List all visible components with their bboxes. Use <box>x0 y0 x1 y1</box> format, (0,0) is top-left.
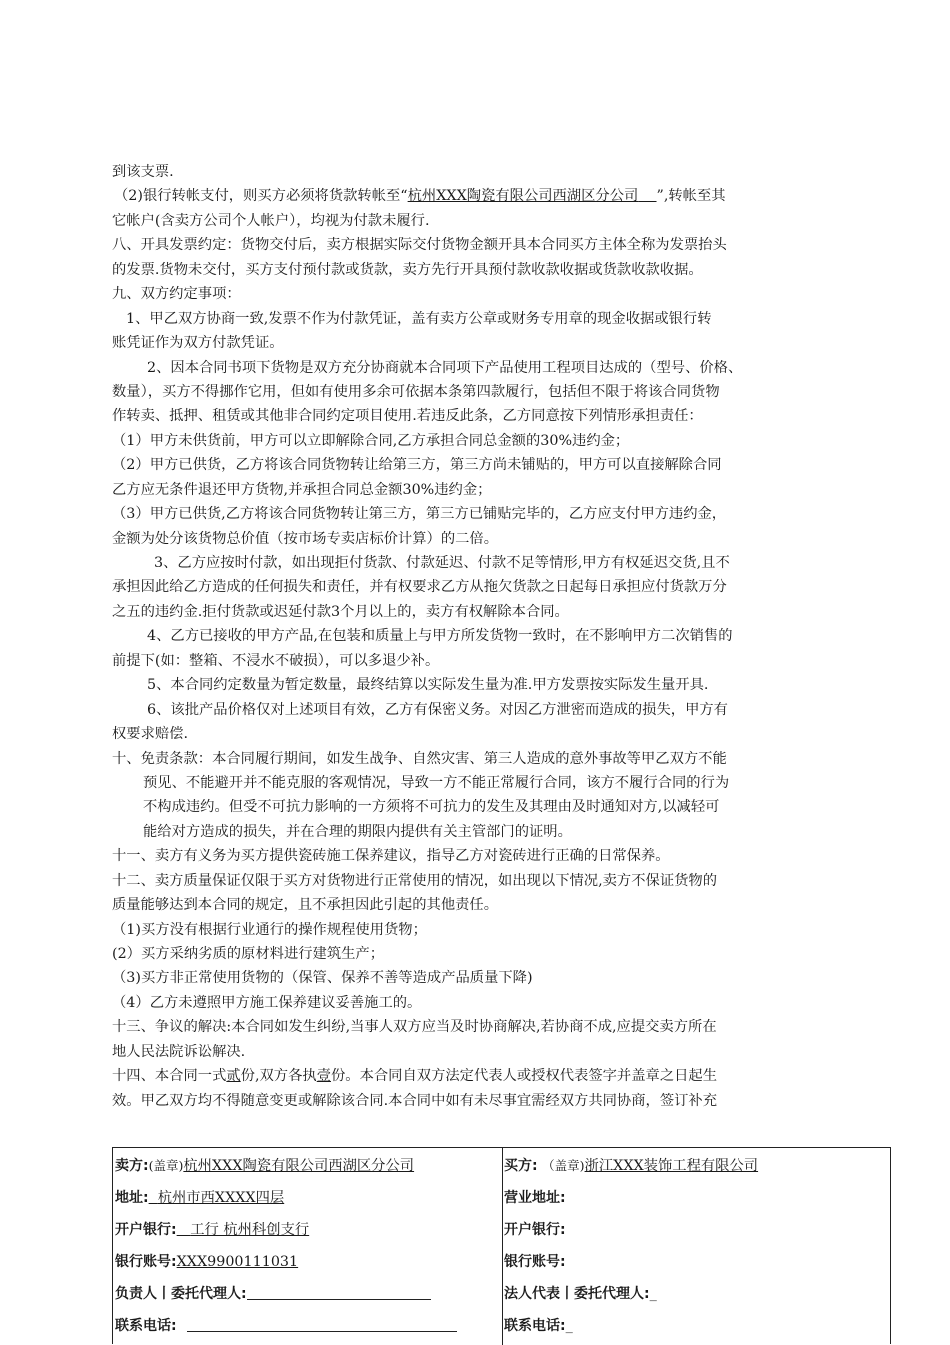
body-line: 能给对方造成的损失，并在合理的期限内提供有关主管部门的证明。 <box>143 823 572 840</box>
buyer-phone-value: _ <box>565 1318 573 1334</box>
buyer-account-label: 银行账号: <box>504 1254 566 1270</box>
body-line: 金额为处分该货物总价值（按市场专卖店标价计算）的二倍。 <box>112 530 499 547</box>
seller-address-text: 杭州市西XXXX四层 <box>157 1190 285 1206</box>
buyer-bank-row <box>504 1219 888 1241</box>
body-line: 数量），买方不得挪作它用，但如有使用多余可依据本条第四款履行，包括但不限于将该合同货物 <box>112 383 720 400</box>
body-line: 权要求赔偿. <box>112 726 189 743</box>
body-line: 1、甲乙双方协商一致,发票不作为付款凭证，盖有卖方公章或财务专用章的现金收据或银行转 <box>126 310 712 327</box>
seller-bank <box>177 1222 310 1238</box>
seller-account-row <box>115 1251 500 1273</box>
body-line: 效。甲乙双方均不得随意变更或解除该合同.本合同中如有未尽事宜需经双方共同协商，签订补充 <box>112 1092 718 1109</box>
seller-column <box>113 1148 503 1345</box>
body-line: （3)买方非正常使用货物的（保管、保养不善等造成产品质量下降) <box>112 970 533 987</box>
body-line: 2、因本合同书项下货物是双方充分协商就本合同项下产品使用工程项目达成的（型号、价格、 <box>147 359 743 376</box>
body-line: 6、该批产品价格仅对上述项目有效，乙方有保密义务。对因乙方泄密而造成的损失，甲方有 <box>147 701 728 718</box>
buyer-label: 买方: <box>504 1158 538 1174</box>
body-line: 作转卖、抵押、租赁或其他非合同约定项目使用.若违反此条，乙方同意按下列情形承担责任： <box>112 408 703 425</box>
body-line-text: 份,双方各执 <box>240 1068 317 1085</box>
body-line: 十三、争议的解决:本合同如发生纠纷,当事人双方应当及时协商解决,若协商不成,应提交卖方所在 <box>112 1019 717 1036</box>
body-line: 它帐户(含卖方公司个人帐户），均视为付款未履行. <box>112 212 430 229</box>
signature-table <box>112 1147 891 1344</box>
body-line: 3、乙方应按时付款，如出现拒付货款、付款延迟、付款不足等情形,甲方有权延迟交货,且不 <box>154 555 730 571</box>
body-line <box>112 1064 842 1088</box>
body-line: （2）甲方已供货，乙方将该合同货物转让给第三方，第三方尚未铺贴的，甲方可以直接解除合同 <box>112 457 722 474</box>
buyer-account-row <box>504 1251 888 1273</box>
seller-rep-blank <box>247 1284 431 1300</box>
body-line: 十一、卖方有义务为买方提供瓷砖施工保养建议，指导乙方对瓷砖进行正确的日常保养。 <box>112 848 670 865</box>
body-line-text: 份。本合同自双方法定代表人或授权代表签字并盖章之日起生 <box>331 1068 718 1085</box>
seller-account: XXX9900111031 <box>176 1254 299 1270</box>
body-line: 到该支票. <box>112 164 174 180</box>
body-line: 5、本合同约定数量为暂定数量，最终结算以实际发生量为准.甲方发票按实际发生量开具. <box>147 677 709 694</box>
buyer-rep-row <box>504 1283 888 1305</box>
seller-bank-row <box>115 1219 500 1241</box>
seller-bank-text: 工行 杭州科创支行 <box>190 1222 310 1238</box>
body-line: （1）甲方未供货前，甲方可以立即解除合同,乙方承担合同总金额的30%违约金； <box>112 432 630 449</box>
body-line: 承担因此给乙方造成的任何损失和责任，并有权要求乙方从拖欠货款之日起每日承担应付货款万分 <box>112 579 727 596</box>
buyer-address-row <box>504 1187 888 1209</box>
body-line: 乙方应无条件退还甲方货物,并承担合同总金额30%违约金； <box>112 481 492 498</box>
body-line-text: （2)银行转帐支付，则买方必须将货款转帐至“ <box>114 188 408 205</box>
seller-address-row <box>115 1187 500 1209</box>
body-line: 前提下(如：整箱、不浸水不破损），可以多退少补。 <box>112 652 440 669</box>
buyer-address-label: 营业地址: <box>504 1190 566 1206</box>
seller-phone-blank <box>187 1316 457 1332</box>
body-line: 八、开具发票约定：货物交付后，卖方根据实际交付货物金额开具本合同买方主体全称为发票抬头 <box>112 237 727 254</box>
seller-rep-row <box>115 1283 500 1305</box>
body-line: 之五的违约金.拒付货款或迟延付款3个月以上的，卖方有权解除本合同。 <box>112 603 569 620</box>
seller-name: 杭州XXX陶瓷有限公司西湖区分公司 <box>183 1158 415 1174</box>
buyer-seal: （盖章) <box>542 1158 585 1173</box>
buyer-column <box>502 1148 890 1345</box>
body-line: 地人民法院诉讼解决. <box>112 1043 246 1060</box>
body-line: （1)买方没有根据行业通行的操作规程使用货物； <box>112 921 427 938</box>
body-line: （3）甲方已供货,乙方将该合同货物转让第三方，第三方已铺贴完毕的，乙方应支付甲方违约金， <box>112 506 727 523</box>
body-line: (2）买方采纳劣质的原材料进行建筑生产； <box>112 946 385 962</box>
body-line: 的发票.货物未交付，买方支付预付款或货款，卖方先行开具预付款收款收据或货款收款收据。 <box>112 261 703 278</box>
buyer-bank-label: 开户银行: <box>504 1222 566 1238</box>
contract-body <box>112 160 842 1113</box>
seller-address <box>149 1190 285 1206</box>
body-line: （4）乙方未遵照甲方施工保养建议妥善施工的。 <box>112 994 422 1011</box>
seller-bank-label: 开户银行: <box>115 1222 177 1238</box>
body-line-text: 十四、本合同一式 <box>112 1068 227 1085</box>
buyer-phone-label: 联系电话: <box>504 1318 566 1334</box>
seller-name-row <box>115 1155 500 1177</box>
body-line: 十二、卖方质量保证仅限于买方对货物进行正常使用的情况，如出现以下情况,卖方不保证货物的 <box>112 872 718 889</box>
body-line: 账凭证作为双方付款凭证。 <box>112 335 284 352</box>
buyer-phone-row <box>504 1315 888 1337</box>
buyer-name-row <box>504 1155 888 1177</box>
buyer-rep-value: _ <box>649 1286 657 1302</box>
seller-address-label: 地址: <box>115 1190 149 1206</box>
underline-fill <box>638 188 656 204</box>
seller-account-label: 银行账号: <box>115 1254 177 1270</box>
body-line-text: ”,转帐至其 <box>656 188 726 205</box>
body-line: 十、免责条款：本合同履行期间，如发生战争、自然灾害、第三人造成的意外事故等甲乙双方不能 <box>112 750 727 767</box>
copies-each: 壹 <box>316 1068 331 1085</box>
seller-rep-label: 负责人丨委托代理人: <box>115 1286 247 1302</box>
copies-total: 贰 <box>226 1068 241 1085</box>
buyer-name: 浙江XXX装饰工程有限公司 <box>584 1158 759 1174</box>
seller-phone-row <box>115 1315 500 1337</box>
body-line: 质量能够达到本合同的规定，且不承担因此引起的其他责任。 <box>112 897 499 914</box>
body-line: 九、双方约定事项： <box>112 286 241 303</box>
body-line: 预见、不能避开并不能克服的客观情况，导致一方不能正常履行合同，该方不履行合同的行为 <box>143 774 730 791</box>
seller-phone-label: 联系电话: <box>115 1318 177 1334</box>
body-line: 4、乙方已接收的甲方产品,在包装和质量上与甲方所发货物一致时，在不影响甲方二次销售的 <box>147 628 733 645</box>
buyer-rep-label: 法人代表丨委托代理人: <box>504 1286 650 1302</box>
body-line <box>112 184 842 208</box>
seller-seal: (盖章) <box>148 1158 184 1173</box>
body-line: 不构成违约。但受不可抗力影响的一方须将不可抗力的发生及其理由及时通知对方,以减轻可 <box>143 799 720 816</box>
seller-label: 卖方: <box>115 1158 149 1174</box>
payee-account-name: 杭州XXX陶瓷有限公司西湖区分公司 <box>407 188 639 205</box>
